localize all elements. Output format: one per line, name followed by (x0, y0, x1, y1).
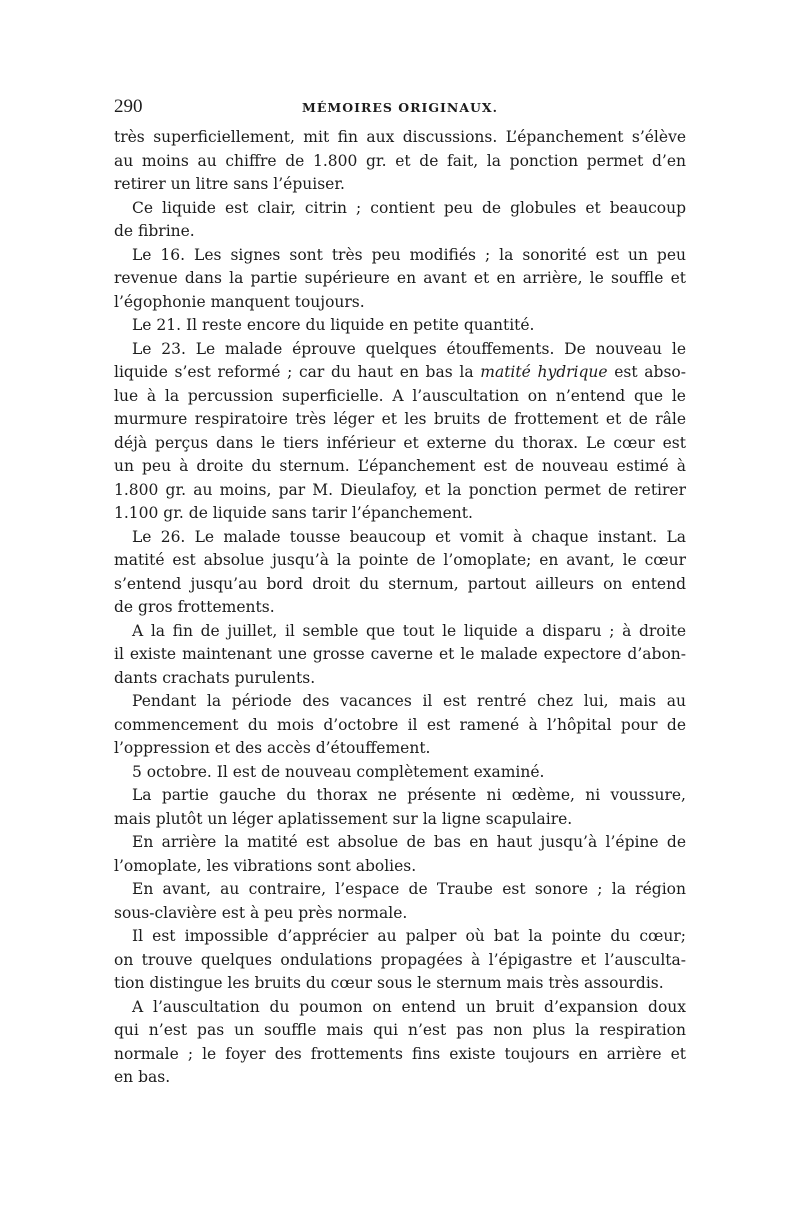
text-line: l’égophonie manquent toujours. (114, 292, 365, 311)
text-line: au moins au chiffre de 1.800 gr. et de fait, la ponction permet d’en (114, 151, 686, 170)
text-line: normale ; le foyer des frottements fins existe toujours en arrière et (114, 1044, 686, 1063)
text-line: Le 23. Le malade éprouve quelques étouffements. De nouveau le (132, 339, 686, 358)
text-line: matité est absolue jusqu’à la pointe de l’omoplate; en avant, le cœur (114, 551, 686, 569)
text-line: s’entend jusqu’au bord droit du sternum, partout ailleurs on entend (114, 574, 686, 593)
page-number: 290 (114, 96, 143, 117)
text-line: 1.800 gr. au moins, par M. Dieulafoy, et la ponction permet de retirer (114, 480, 686, 499)
text-line: commencement du mois d’octobre il est ramené à l’hôpital pour de (114, 715, 686, 734)
text-line: En arrière la matité est absolue de bas en haut jusqu’à l’épine de (132, 833, 686, 851)
text-segment: liquide s’est reformé ; car du haut en bas la (114, 363, 481, 381)
text-line: de fibrine. (114, 222, 195, 240)
text-line: La partie gauche du thorax ne présente ni œdème, ni voussure, (132, 786, 686, 804)
text-line: 1.100 gr. de liquide sans tarir l’épanchement. (114, 504, 473, 522)
text-line: A l’auscultation du poumon on entend un bruit d’expansion doux (132, 997, 686, 1016)
text-segment: est abso- (607, 363, 686, 381)
text-line: En avant, au contraire, l’espace de Traube est sonore ; la région (132, 880, 686, 898)
text-line: murmure respiratoire très léger et les bruits de frottement et de râle (114, 410, 686, 428)
text-line: on trouve quelques ondulations propagées à l’épigastre et l’ausculta- (114, 950, 686, 969)
text-line: l’oppression et des accès d’étouffement. (114, 739, 431, 757)
running-title: MÉMOIRES ORIGINAUX. (302, 100, 498, 115)
text-line: A la fin de juillet, il semble que tout le liquide a disparu ; à droite (132, 621, 686, 640)
text-line: il existe maintenant une grosse caverne et le malade expectore d’abon- (114, 645, 686, 663)
text-line: déjà perçus dans le tiers inférieur et externe du thorax. Le cœur est (114, 433, 686, 452)
text-line: Pendant la période des vacances il est rentré chez lui, mais au (132, 692, 686, 710)
text-line: très superficiellement, mit fin aux discussions. L’épanchement s’élève (114, 128, 686, 146)
emphasis-matite-hydrique: matité hydrique (480, 363, 608, 381)
text-line: Ce liquide est clair, citrin ; contient peu de globules et beaucoup (132, 198, 686, 217)
text-line-with-emphasis (114, 361, 686, 385)
text-line: en bas. (114, 1068, 171, 1086)
running-head (114, 96, 686, 126)
text-line: tion distingue les bruits du cœur sous le sternum mais très assourdis. (114, 974, 664, 992)
book-page (114, 96, 686, 1090)
text-line: qui n’est pas un souffle mais qui n’est pas non plus la respiration (114, 1021, 686, 1039)
text-line: Le 21. Il reste encore du liquide en petite quantité. (132, 316, 535, 334)
text-line: retirer un litre sans l’épuiser. (114, 175, 345, 193)
text-line: dants crachats purulents. (114, 668, 316, 687)
text-line: un peu à droite du sternum. L’épanchement est de nouveau estimé à (114, 457, 686, 475)
text-line: 5 octobre. Il est de nouveau complètement examiné. (132, 762, 545, 781)
text-line: lue à la percussion superficielle. A l’auscultation on n’entend que le (114, 386, 686, 405)
text-line: sous-clavière est à peu près normale. (114, 903, 408, 922)
text-line: Le 26. Le malade tousse beaucoup et vomit à chaque instant. La (132, 527, 686, 546)
text-line: Il est impossible d’apprécier au palper où bat la pointe du cœur; (132, 927, 686, 945)
text-line: Le 16. Les signes sont très peu modifiés ; la sonorité est un peu (132, 245, 686, 264)
text-line: revenue dans la partie supérieure en avant et en arrière, le souffle et (114, 269, 686, 287)
text-line: de gros frottements. (114, 598, 275, 616)
body-text (114, 126, 686, 1090)
text-line: mais plutôt un léger aplatissement sur la ligne scapulaire. (114, 809, 573, 828)
text-line: l’omoplate, les vibrations sont abolies. (114, 856, 417, 875)
